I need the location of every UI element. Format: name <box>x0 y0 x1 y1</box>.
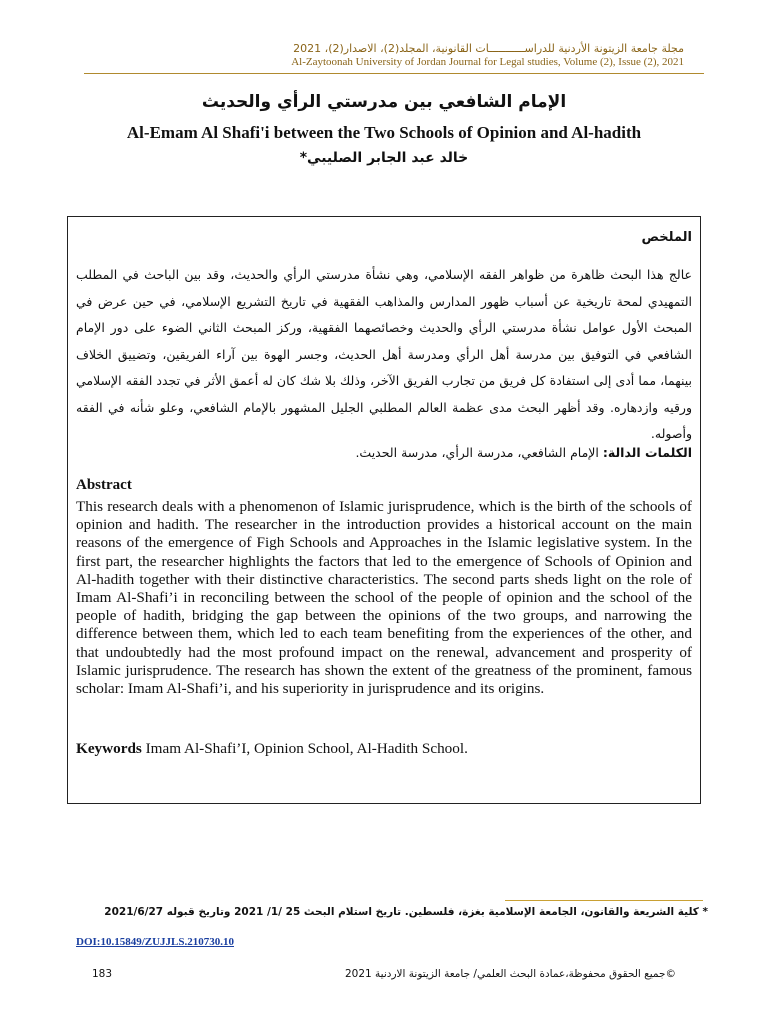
header-divider <box>84 73 704 74</box>
english-abstract-body: This research deals with a phenomenon of Islamic jurisprudence, which is the birth of the schools of opinion and hadith. The researcher in the introduction provides a historical account on the main reasons of the emergence of Figh Schools and Approaches in the Islamic legislative system. In the first part, the researcher highlights the factors that led to the emergence of Schools of Opinion and Al-hadith together with their distinctive characteristics. The second parts sheds light on the role of Imam Al-Shafi’i in reconciling between the school of the people of opinion and the school of the people of hadith, bridging the gap between the opinions of the two groups, and narrowing the difference between them, which led to each team benefiting from the experiences of the other, and that undoubtedly had the most profound impact on the renewal, advancement and prosperity of Islamic jurisprudence. The research has shown the extent of the greatness of the prominent, famous scholar: Imam Al-Shafi’i, and his superiority in jurisprudence and its origins. <box>76 498 692 698</box>
english-keywords-label: Keywords <box>76 740 142 757</box>
english-keywords-text: Imam Al-Shafi’I, Opinion School, Al-Hadith School. <box>141 740 468 757</box>
author-name: خالد عبد الجابر الصليبي* <box>299 150 469 166</box>
english-keywords <box>76 740 692 758</box>
arabic-abstract-body: عالج هذا البحث ظاهرة من ظواهر الفقه الإسلامي، وهي نشأة مدرستي الرأي والحديث، وقد بين الباحث في المطلب التمهيدي لمحة تاريخية عن أسباب ظهور المدارس والمذاهب الفقهية في تاريخ التشريع الإسلامي، في حين عرض في المبحث الأول عوامل نشأة مدرستي الرأي والحديث وخصائصهما الفقهية، وركز المبحث الثاني الضوء على دور الإمام الشافعي في التوفيق بين مدرسة أهل الرأي ومدرسة أهل الحديث، وجسر الهوة بين آراء الفريقين، وتضييق الخلاف بينهما، مما أدى إلى استفادة كل فريق من تجارب الفريق الآخر، وذلك بلا شك كان له أعمق الأثر في تجدد الفقه الإسلامي ورقيه وازدهاره. وقد أظهر البحث مدى عظمة العالم المطلبي الجليل المشهور بالإمام الشافعي، وعلو شأنه في الفقه وأصوله. <box>76 267 692 441</box>
journal-header-arabic: مجلة جامعة الزيتونة الأردنية للدراســـــــــــات القانونية، المجلد(2)، الاصدار(2)، 2021 <box>293 42 684 55</box>
page-number: 183 <box>92 968 113 980</box>
arabic-keywords-label: الكلمات الدالة: <box>602 445 692 460</box>
journal-header-english: Al-Zaytoonah University of Jordan Journal for Legal studies, Volume (2), Issue (2), 2021 <box>291 56 684 68</box>
arabic-keywords-text: الإمام الشافعي، مدرسة الرأي، مدرسة الحديث. <box>355 445 599 460</box>
paper-title-english: Al-Emam Al Shafi'i between the Two Schools of Opinion and Al-hadith <box>126 123 642 142</box>
arabic-keywords <box>76 445 692 460</box>
copyright-notice: ©جميع الحقوق محفوظة،عمادة البحث العلمي/ جامعة الزيتونة الاردنية 2021 <box>344 968 676 980</box>
english-abstract-heading: Abstract <box>76 477 132 493</box>
doi-link[interactable]: DOI:10.15849/ZUJJLS.210730.10 <box>76 936 234 948</box>
paper-title-arabic: الإمام الشافعي بين مدرستي الرأي والحديث <box>201 92 567 112</box>
arabic-abstract-heading: الملخص <box>641 230 692 245</box>
footnote-divider <box>505 900 703 901</box>
author-affiliation-footnote: * كلية الشريعة والقانون، الجامعة الإسلامية بغزة، فلسطين. تاريخ استلام البحث 25 /1/ 2021 وتاريخ قبوله 2021/6/27 <box>104 906 708 918</box>
